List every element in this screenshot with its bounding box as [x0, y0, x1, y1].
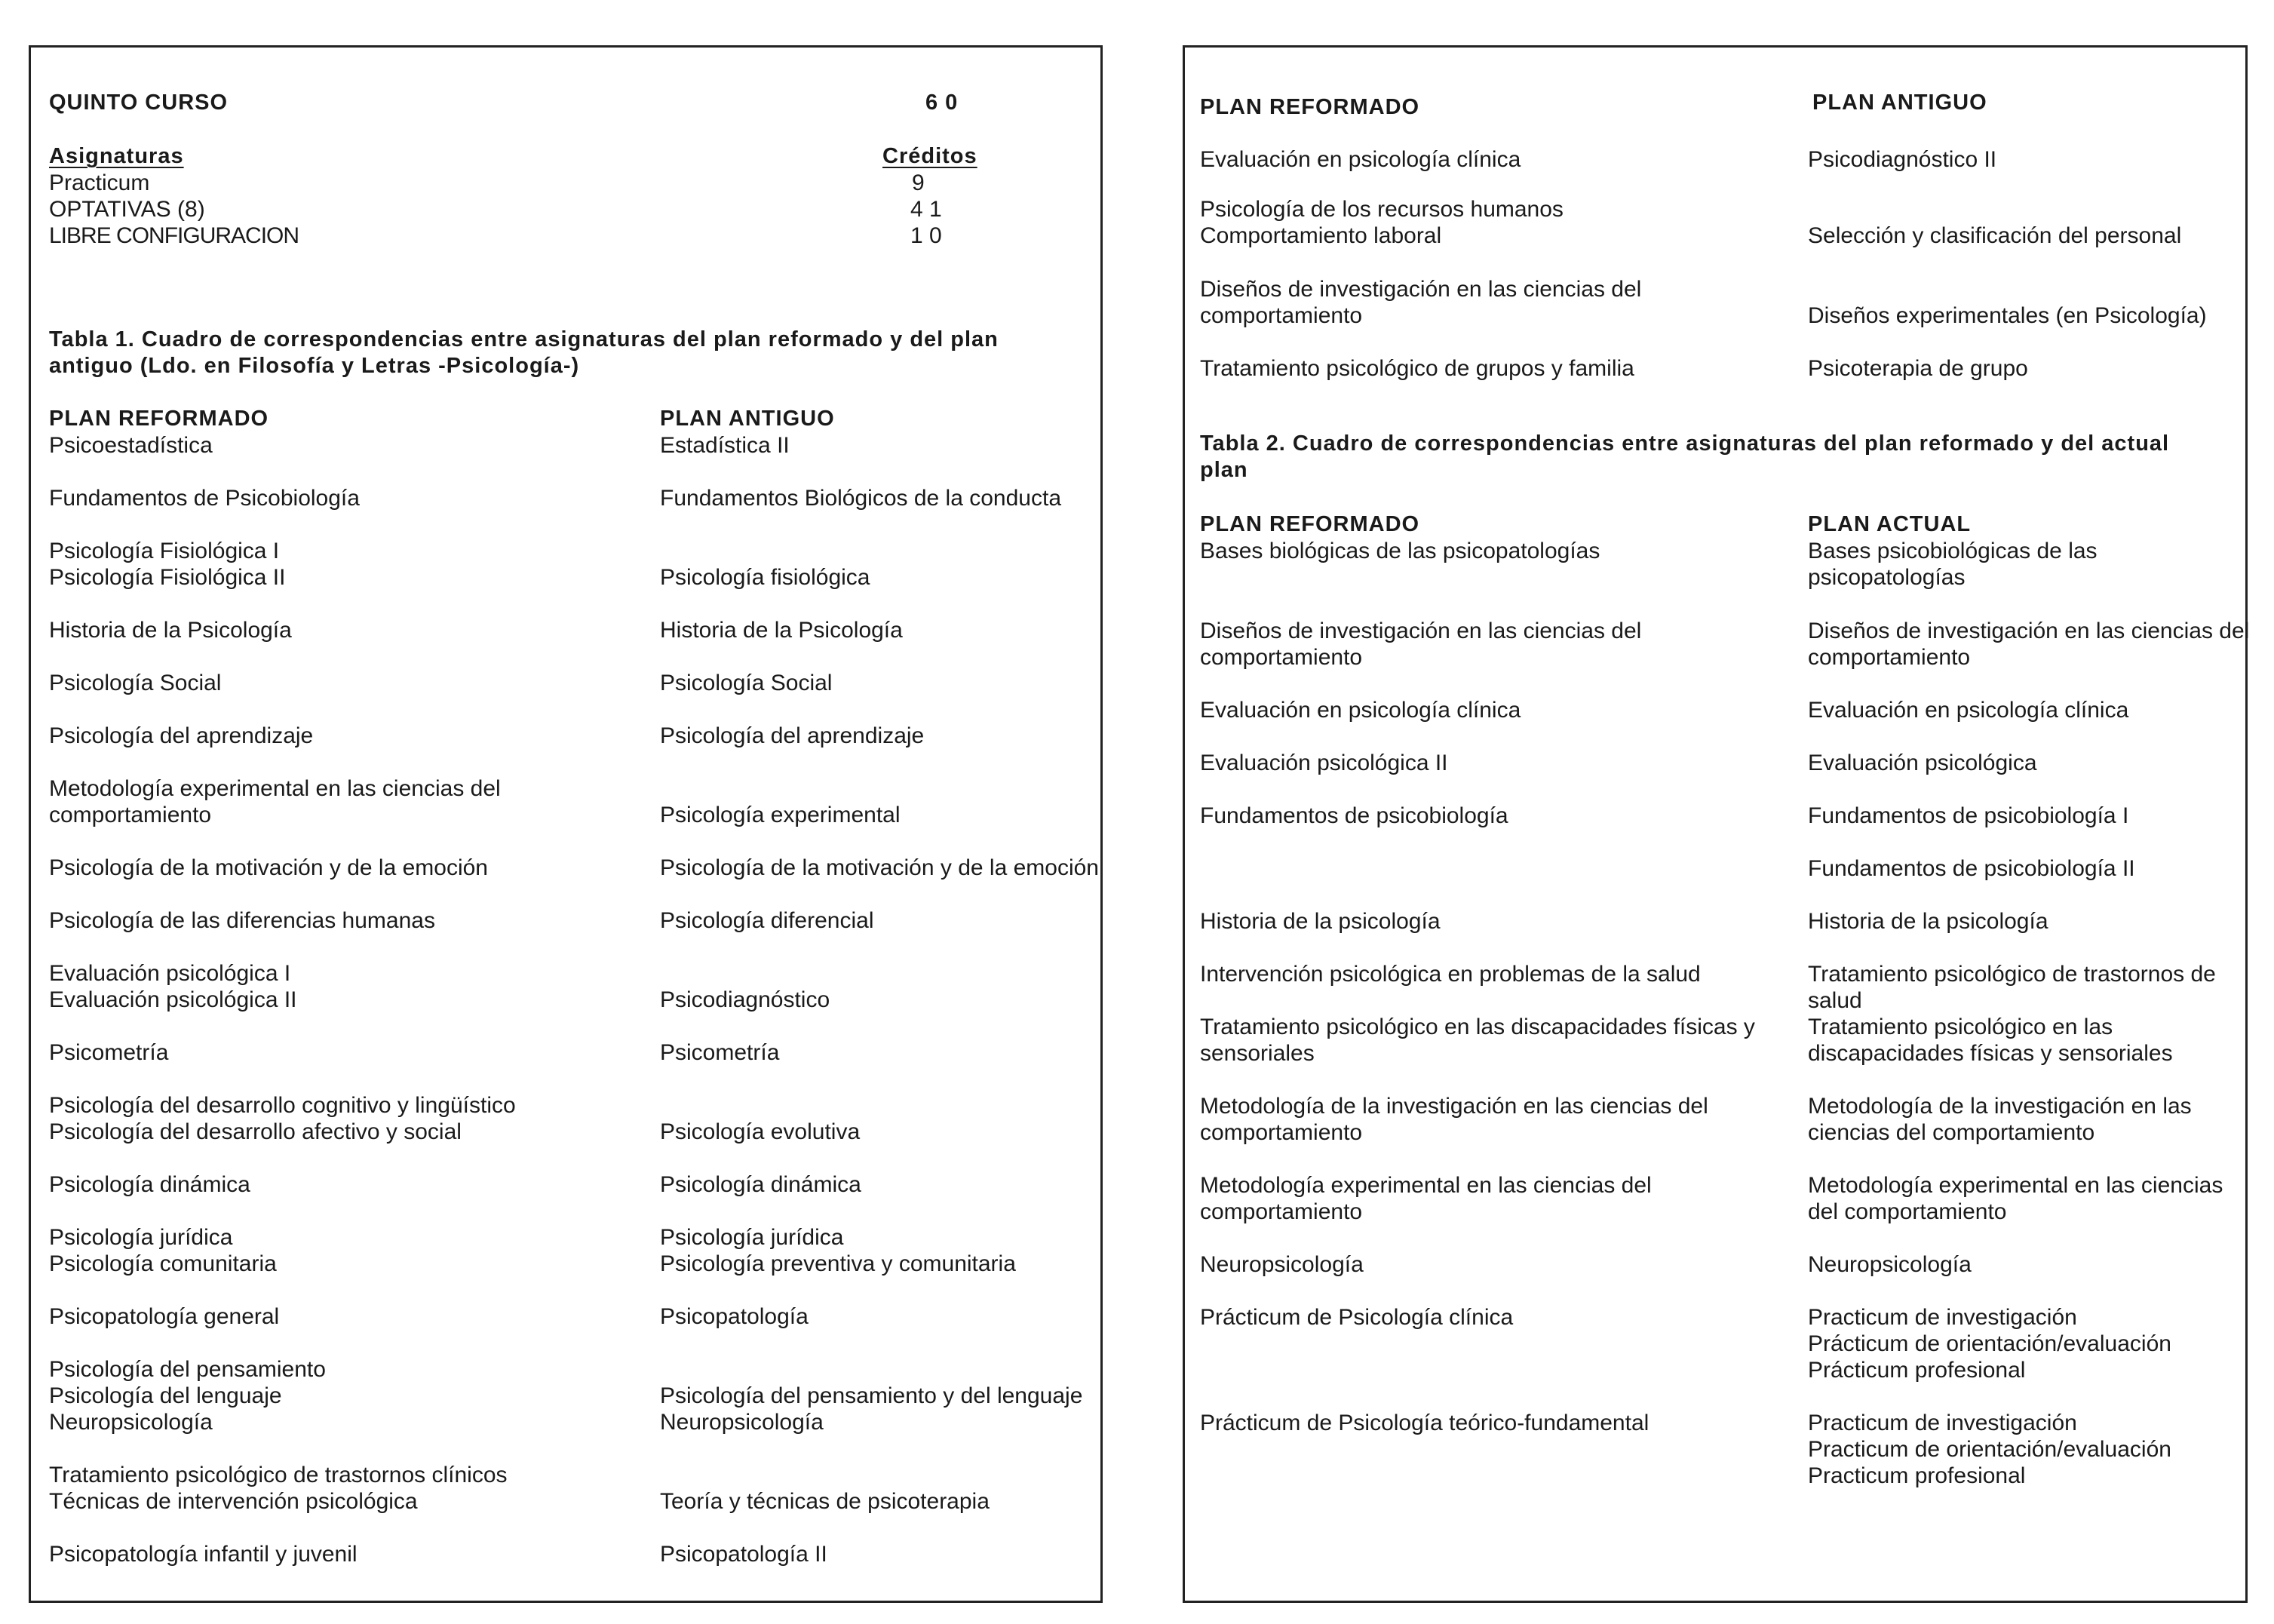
subject-line	[1808, 196, 2230, 223]
subject-line: comportamiento	[1200, 1120, 1363, 1145]
subject-line: comportamiento	[1200, 303, 1363, 328]
subject-line: Psicología del lenguaje	[49, 1383, 282, 1408]
counterpart-cell	[660, 538, 1082, 591]
subject-line: psicopatologías	[1808, 565, 1966, 590]
counterpart-cell	[660, 617, 1082, 643]
counterpart-cell	[660, 907, 1082, 934]
subject-line: Neuropsicología	[49, 1410, 213, 1435]
subject-line: Fundamentos de Psicobiología	[49, 486, 360, 511]
counterpart-cell	[1808, 1251, 2233, 1278]
subjects-header: Asignaturas	[49, 144, 184, 168]
table1-cont-header-reformado: PLAN REFORMADO	[1200, 95, 1420, 119]
subject-line: Fundamentos Biológicos de la conducta	[660, 486, 1062, 511]
subject-line: Tratamiento psicológico en las	[1808, 1015, 2113, 1039]
counterpart-cell	[1808, 908, 2233, 935]
table1-caption	[49, 327, 1085, 379]
credit-row-value: 4 1	[910, 197, 942, 222]
reformado-cell	[49, 723, 313, 749]
subject-line: Historia de la psicología	[1200, 909, 1441, 934]
subject-line: Prácticum de Psicología clínica	[1200, 1305, 1514, 1330]
counterpart-cell	[1808, 961, 2233, 1014]
subject-line: Psicodiagnóstico	[660, 987, 830, 1012]
subject-line: Metodología experimental en las ciencias	[1808, 1173, 2223, 1198]
subject-line: Psicología Fisiológica I	[49, 539, 280, 563]
subject-line: Evaluación en psicología clínica	[1200, 147, 1521, 172]
subject-line: Psicología de las diferencias humanas	[49, 908, 435, 933]
subject-line: comportamiento	[1200, 1199, 1363, 1224]
counterpart-cell	[660, 432, 1082, 459]
subject-line: Tratamiento psicológico de trastornos de	[1808, 962, 2216, 987]
counterpart-cell	[1808, 1410, 2233, 1489]
reformado-cell	[49, 1171, 250, 1198]
counterpart-cell	[1808, 1304, 2233, 1383]
credit-row-value: 9	[912, 170, 925, 195]
subject-line: comportamiento	[49, 803, 212, 827]
reformado-cell	[49, 617, 292, 643]
subject-line: Evaluación psicológica II	[49, 987, 297, 1012]
counterpart-cell	[660, 1541, 1082, 1567]
subject-line: Practicum de investigación	[1808, 1305, 2077, 1330]
counterpart-cell	[660, 670, 1082, 696]
counterpart-cell	[1808, 196, 2230, 249]
counterpart-cell	[660, 1303, 1082, 1330]
counterpart-cell	[660, 723, 1082, 749]
subject-line: Neuropsicología	[660, 1410, 824, 1435]
table2-caption	[1200, 431, 2233, 484]
subject-line: Psicología del desarrollo cognitivo y lingüístico	[49, 1093, 516, 1118]
subject-line	[660, 960, 1082, 987]
subject-line: Psicología del aprendizaje	[49, 723, 314, 748]
subject-line: Evaluación psicológica	[1808, 751, 2037, 775]
reformado-cell	[1200, 618, 1641, 671]
left-page-panel	[29, 45, 1103, 1603]
reformado-cell	[1200, 855, 1206, 882]
counterpart-cell	[660, 1224, 1082, 1277]
reformado-cell	[1200, 908, 1441, 935]
subject-line: Fundamentos de psicobiología II	[1808, 856, 2135, 881]
reformado-cell	[49, 485, 360, 511]
subject-line: Historia de la Psicología	[660, 618, 903, 643]
counterpart-cell	[1808, 697, 2233, 723]
subject-line: Historia de la Psicología	[49, 618, 292, 643]
subject-line: Metodología de la investigación en las ciencias del	[1200, 1094, 1708, 1119]
subject-line: Fundamentos de psicobiología	[1200, 803, 1508, 828]
reformado-cell	[49, 1039, 168, 1066]
table2-header-reformado: PLAN REFORMADO	[1200, 512, 1420, 536]
subject-line: Evaluación psicológica II	[1200, 751, 1448, 775]
subject-line: salud	[1808, 988, 1862, 1013]
table1-caption-line1: Tabla 1. Cuadro de correspondencias entre asignaturas del plan reformado y del plan	[49, 327, 999, 352]
subject-line: Psicología del pensamiento	[49, 1357, 326, 1382]
subject-line	[1200, 855, 1206, 882]
reformado-cell	[1200, 750, 1448, 776]
table2-caption-line2: plan	[1200, 458, 1248, 482]
reformado-cell	[49, 1224, 277, 1277]
subject-line: Selección y clasificación del personal	[1808, 223, 2182, 248]
counterpart-cell	[660, 1356, 1082, 1435]
subject-line: ciencias del comportamiento	[1808, 1120, 2095, 1145]
counterpart-cell	[1808, 750, 2233, 776]
subject-line: Evaluación en psicología clínica	[1808, 698, 2129, 723]
reformado-cell	[49, 1356, 326, 1435]
reformado-cell	[49, 1462, 508, 1515]
subject-line: Psicología del desarrollo afectivo y social	[49, 1119, 462, 1144]
subject-line: comportamiento	[1200, 645, 1363, 670]
table1-header-reformado: PLAN REFORMADO	[49, 407, 269, 431]
subject-line: comportamiento	[1808, 645, 1971, 670]
reformado-cell	[49, 670, 221, 696]
credit-row-value: 1 0	[910, 223, 942, 248]
credits-header: Créditos	[882, 144, 977, 168]
subject-line: Estadística II	[660, 433, 790, 458]
subject-line: Psicología de los recursos humanos	[1200, 197, 1564, 222]
subject-line: Psicología preventiva y comunitaria	[660, 1251, 1016, 1276]
subject-line: Practicum de orientación/evaluación	[1808, 1437, 2171, 1462]
counterpart-cell	[660, 485, 1082, 511]
reformado-cell	[49, 907, 435, 934]
subject-line: Psicodiagnóstico II	[1808, 147, 1997, 172]
reformado-cell	[1200, 961, 1701, 987]
counterpart-cell	[1808, 355, 2230, 382]
subject-line: Psicometría	[49, 1040, 169, 1065]
reformado-cell	[49, 538, 285, 591]
counterpart-cell	[1808, 1014, 2233, 1067]
table1-cont-header-antiguo: PLAN ANTIGUO	[1812, 91, 1987, 115]
subject-line: Psicología fisiológica	[660, 565, 870, 590]
reformado-cell	[1200, 1304, 1513, 1331]
reformado-cell	[1200, 697, 1521, 723]
subject-line: Psicología del aprendizaje	[660, 723, 925, 748]
subject-line: Psicología experimental	[660, 803, 901, 827]
subject-line: del comportamiento	[1808, 1199, 2007, 1224]
subject-line: Psicología diferencial	[660, 908, 874, 933]
reformado-cell	[1200, 538, 1600, 564]
reformado-cell	[1200, 276, 1641, 329]
reformado-cell	[1200, 1172, 1652, 1225]
subject-line: sensoriales	[1200, 1041, 1315, 1066]
subject-line: Psicología jurídica	[660, 1225, 844, 1250]
subject-line: Diseños de investigación en las ciencias del	[1200, 619, 1642, 643]
reformado-cell	[1200, 1251, 1364, 1278]
subject-line: Diseños de investigación en las ciencias del	[1808, 619, 2250, 643]
counterpart-cell	[660, 1039, 1082, 1066]
subject-line: discapacidades físicas y sensoriales	[1808, 1041, 2173, 1066]
table1-caption-line2: antiguo (Ldo. en Filosofía y Letras -Psicología-)	[49, 354, 580, 378]
counterpart-cell	[1808, 146, 2230, 173]
reformado-cell	[49, 1092, 516, 1145]
reformado-cell	[1200, 1093, 1708, 1146]
counterpart-cell	[1808, 855, 2233, 882]
counterpart-cell	[660, 1092, 1082, 1145]
subject-line: Tratamiento psicológico de grupos y familia	[1200, 356, 1634, 381]
reformado-cell	[1200, 146, 1521, 173]
subject-line: Psicología jurídica	[49, 1225, 233, 1250]
subject-line: Fundamentos de psicobiología I	[1808, 803, 2129, 828]
quinto-curso-title: QUINTO CURSO	[49, 91, 229, 115]
subject-line: Tratamiento psicológico en las discapacidades físicas y	[1200, 1015, 1755, 1039]
subject-line: Bases biológicas de las psicopatologías	[1200, 539, 1600, 563]
subject-line: Prácticum profesional	[1808, 1358, 2026, 1383]
subject-line: Comportamiento laboral	[1200, 223, 1442, 248]
subject-line: Practicum de investigación	[1808, 1411, 2077, 1435]
subject-line: Psicología dinámica	[660, 1172, 861, 1197]
reformado-cell	[49, 1303, 279, 1330]
subject-line: Psicología comunitaria	[49, 1251, 277, 1276]
credit-row-name: LIBRE CONFIGURACION	[49, 223, 299, 248]
quinto-curso-total: 6 0	[925, 91, 959, 115]
subject-line: Psicopatología	[660, 1304, 809, 1329]
subject-line: Neuropsicología	[1808, 1252, 1972, 1277]
subject-line: Psicología dinámica	[49, 1172, 250, 1197]
reformado-cell	[49, 432, 213, 459]
subject-line	[660, 1092, 1082, 1119]
subject-line: Practicum profesional	[1808, 1463, 2026, 1488]
subject-line: Psicología Social	[660, 671, 833, 695]
subject-line	[660, 1462, 1082, 1488]
subject-line: Psicopatología general	[49, 1304, 280, 1329]
subject-line	[660, 775, 1082, 802]
counterpart-cell	[1808, 803, 2233, 829]
subject-line: Historia de la psicología	[1808, 909, 2048, 934]
counterpart-cell	[1808, 1172, 2233, 1225]
subject-line: Tratamiento psicológico de trastornos clínicos	[49, 1463, 508, 1487]
counterpart-cell	[1808, 538, 2233, 591]
subject-line: Metodología de la investigación en las	[1808, 1094, 2192, 1119]
reformado-cell	[49, 960, 297, 1013]
counterpart-cell	[660, 855, 1099, 881]
table2-caption-line1: Tabla 2. Cuadro de correspondencias entre asignaturas del plan reformado y del actual	[1200, 431, 2170, 456]
subject-line: Psicología evolutiva	[660, 1119, 861, 1144]
subject-line: Neuropsicología	[1200, 1252, 1364, 1277]
reformado-cell	[49, 1541, 358, 1567]
subject-line: Psicoestadística	[49, 433, 213, 458]
subject-line: Psicopatología II	[660, 1542, 827, 1567]
subject-line: Diseños de investigación en las ciencias del	[1200, 277, 1642, 302]
subject-line: Bases psicobiológicas de las	[1808, 539, 2098, 563]
subject-line: Psicología Social	[49, 671, 222, 695]
counterpart-cell	[660, 960, 1082, 1013]
subject-line: Evaluación en psicología clínica	[1200, 698, 1521, 723]
subject-line	[1808, 276, 2230, 302]
subject-line: Psicología de la motivación y de la emoción	[49, 855, 488, 880]
subject-line: Psicología del pensamiento y del lenguaje	[660, 1383, 1083, 1408]
counterpart-cell	[1808, 1093, 2233, 1146]
reformado-cell	[49, 775, 501, 828]
subject-line	[660, 1356, 1082, 1383]
subject-line: Prácticum de orientación/evaluación	[1808, 1331, 2171, 1356]
subject-line: Evaluación psicológica I	[49, 961, 291, 986]
subject-line: Teoría y técnicas de psicoterapia	[660, 1489, 990, 1514]
subject-line: Metodología experimental en las ciencias del	[1200, 1173, 1652, 1198]
counterpart-cell	[660, 775, 1082, 828]
subject-line: Psicopatología infantil y juvenil	[49, 1542, 358, 1567]
subject-line: Psicoterapia de grupo	[1808, 356, 2028, 381]
reformado-cell	[1200, 355, 1634, 382]
subject-line: Diseños experimentales (en Psicología)	[1808, 303, 2207, 328]
subject-line: Intervención psicológica en problemas de la salud	[1200, 962, 1701, 987]
reformado-cell	[1200, 1410, 1649, 1436]
subject-line: Prácticum de Psicología teórico-fundamental	[1200, 1411, 1649, 1435]
credit-row-name: OPTATIVAS (8)	[49, 197, 205, 222]
subject-line: Psicología de la motivación y de la emoción	[660, 855, 1099, 880]
right-page-panel	[1183, 45, 2248, 1603]
counterpart-cell	[660, 1462, 1082, 1515]
counterpart-cell	[1808, 276, 2230, 329]
credit-row-name: Practicum	[49, 170, 150, 195]
subject-line: Metodología experimental en las ciencias del	[49, 776, 501, 801]
counterpart-cell	[1808, 618, 2250, 671]
subject-line: Psicometría	[660, 1040, 780, 1065]
subject-line: Psicología Fisiológica II	[49, 565, 286, 590]
reformado-cell	[1200, 803, 1508, 829]
table2-header-actual: PLAN ACTUAL	[1808, 512, 1972, 536]
reformado-cell	[1200, 196, 1564, 249]
counterpart-cell	[660, 1171, 1082, 1198]
subject-line	[660, 538, 1082, 564]
reformado-cell	[49, 855, 488, 881]
reformado-cell	[1200, 1014, 1755, 1067]
table1-header-antiguo: PLAN ANTIGUO	[660, 407, 835, 431]
subject-line: Técnicas de intervención psicológica	[49, 1489, 418, 1514]
